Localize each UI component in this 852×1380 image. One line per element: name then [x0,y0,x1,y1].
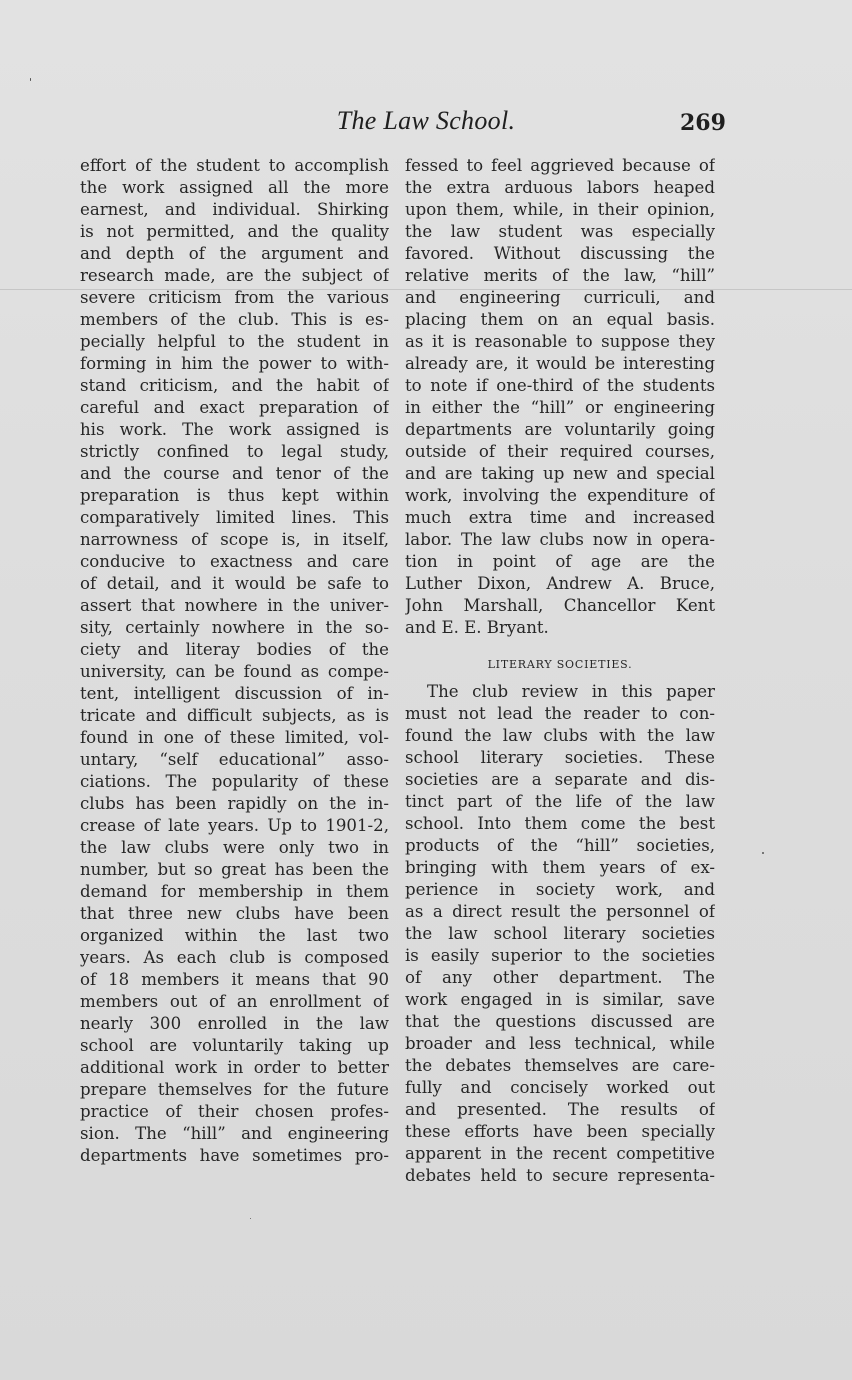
text-line: must not lead the reader to con- [405,704,715,723]
text-line: is not permitted, and the quality [80,222,389,241]
text-line: and are taking up new and special [405,464,715,483]
text-line: tricate and difficult subjects, as is [80,706,389,725]
page-number: 269 [680,110,726,136]
text-line: products of the “hill” societies, [405,836,715,855]
text-line: additional work in order to better [80,1058,389,1077]
text-line: earnest, and individual. Shirking [80,200,389,219]
text-line: as a direct result the personnel of [405,902,715,921]
text-line: upon them, while, in their opinion, [405,200,715,219]
text-line: the work assigned all the more [80,178,389,197]
text-line: stand criticism, and the habit of [80,376,389,395]
text-line: The club review in this paper [427,682,715,701]
text-line: clubs has been rapidly on the in- [80,794,389,813]
text-line: strictly confined to legal study, [80,442,389,461]
text-line: much extra time and increased [405,508,715,527]
text-line: assert that nowhere in the univer- [80,596,389,615]
text-line: ciations. The popularity of these [80,772,389,791]
right-column-bottom-text [405,681,715,1187]
text-line: of detail, and it would be safe to [80,574,389,593]
text-line: university, can be found as compe- [80,662,389,681]
text-line: nearly 300 enrolled in the law [80,1014,389,1033]
text-line: departments have sometimes pro- [80,1146,389,1165]
text-line: of any other department. The [405,968,715,987]
text-line: relative merits of the law, “hill” [405,266,715,285]
running-title: The Law School. [336,106,516,135]
text-line: labor. The law clubs now in opera- [405,530,715,549]
text-line: and presented. The results of [405,1100,715,1119]
page-speck [762,852,764,854]
text-line: sion. The “hill” and engineering [80,1124,389,1143]
text-line: that the questions discussed are [405,1012,715,1031]
text-line: work engaged in is similar, save [405,990,715,1009]
text-line: members out of an enrollment of [80,992,389,1011]
text-line: pecially helpful to the student in [80,332,389,351]
text-line: found the law clubs with the law [405,726,715,745]
text-line: fully and concisely worked out [405,1078,715,1097]
text-line: conducive to exactness and care [80,552,389,571]
text-line: forming in him the power to with- [80,354,389,373]
text-line: school are voluntarily taking up [80,1036,389,1055]
text-line: John Marshall, Chancellor Kent [405,596,715,615]
text-line: is easily superior to the societies [405,946,715,965]
text-line: favored. Without discussing the [405,244,715,263]
text-line: sity, certainly nowhere in the so- [80,618,389,637]
text-line: of 18 members it means that 90 [80,970,389,989]
text-line: Luther Dixon, Andrew A. Bruce, [405,574,715,593]
text-line: preparation is thus kept within [80,486,389,505]
text-line: effort of the student to accomplish [80,156,389,175]
text-line: untary, “self educational” asso- [80,750,389,769]
text-line: tion in point of age are the [405,552,715,571]
page-speck [250,1218,251,1219]
text-line: the extra arduous labors heaped [405,178,715,197]
text-line: the debates themselves are care- [405,1056,715,1075]
text-line: fessed to feel aggrieved because of [405,156,715,175]
text-line: bringing with them years of ex- [405,858,715,877]
text-line: societies are a separate and dis- [405,770,715,789]
text-line: broader and less technical, while [405,1034,715,1053]
text-line: apparent in the recent competitive [405,1144,715,1163]
text-line: the law school literary societies [405,924,715,943]
text-line: research made, are the subject of [80,266,389,285]
text-line: placing them on an equal basis. [405,310,715,329]
text-line: number, but so great has been the [80,860,389,879]
text-line: prepare themselves for the future [80,1080,389,1099]
text-line: tinct part of the life of the law [405,792,715,811]
text-line: as it is reasonable to suppose they [405,332,715,351]
text-line: tent, intelligent discussion of in- [80,684,389,703]
text-line: to note if one-third of the students [405,376,715,395]
text-line: perience in society work, and [405,880,715,899]
text-line: debates held to secure representa- [405,1166,715,1185]
text-line: years. As each club is composed [80,948,389,967]
text-line: and the course and tenor of the [80,464,389,483]
section-heading: LITERARY SOCIETIES. [487,658,633,671]
text-line: that three new clubs have been [80,904,389,923]
text-line: the law student was especially [405,222,715,241]
text-line: careful and exact preparation of [80,398,389,417]
text-line: outside of their required courses, [405,442,715,461]
text-line: organized within the last two [80,926,389,945]
text-line: members of the club. This is es- [80,310,389,329]
text-line: and engineering curriculi, and [405,288,715,307]
right-column-top-text [405,155,715,639]
text-line: work, involving the expenditure of [405,486,715,505]
text-line: departments are voluntarily going [405,420,715,439]
text-line: these efforts have been specially [405,1122,715,1141]
text-line: demand for membership in them [80,882,389,901]
text-line: ciety and literay bodies of the [80,640,389,659]
text-line: the law clubs were only two in [80,838,389,857]
text-line: his work. The work assigned is [80,420,389,439]
text-line: and depth of the argument and [80,244,389,263]
text-line: severe criticism from the various [80,288,389,307]
text-line: and E. E. Bryant. [405,618,549,637]
text-line: practice of their chosen profes- [80,1102,389,1121]
text-line: comparatively limited lines. This [80,508,389,527]
page-speck [30,78,31,81]
text-line: school. Into them come the best [405,814,715,833]
text-line: school literary societies. These [405,748,715,767]
left-text-column [80,155,389,1167]
text-line: crease of late years. Up to 1901-2, [80,816,389,835]
text-line: found in one of these limited, vol- [80,728,389,747]
text-line: narrowness of scope is, in itself, [80,530,389,549]
text-line: already are, it would be interesting [405,354,715,373]
right-text-column [405,155,715,1187]
text-line: in either the “hill” or engineering [405,398,715,417]
